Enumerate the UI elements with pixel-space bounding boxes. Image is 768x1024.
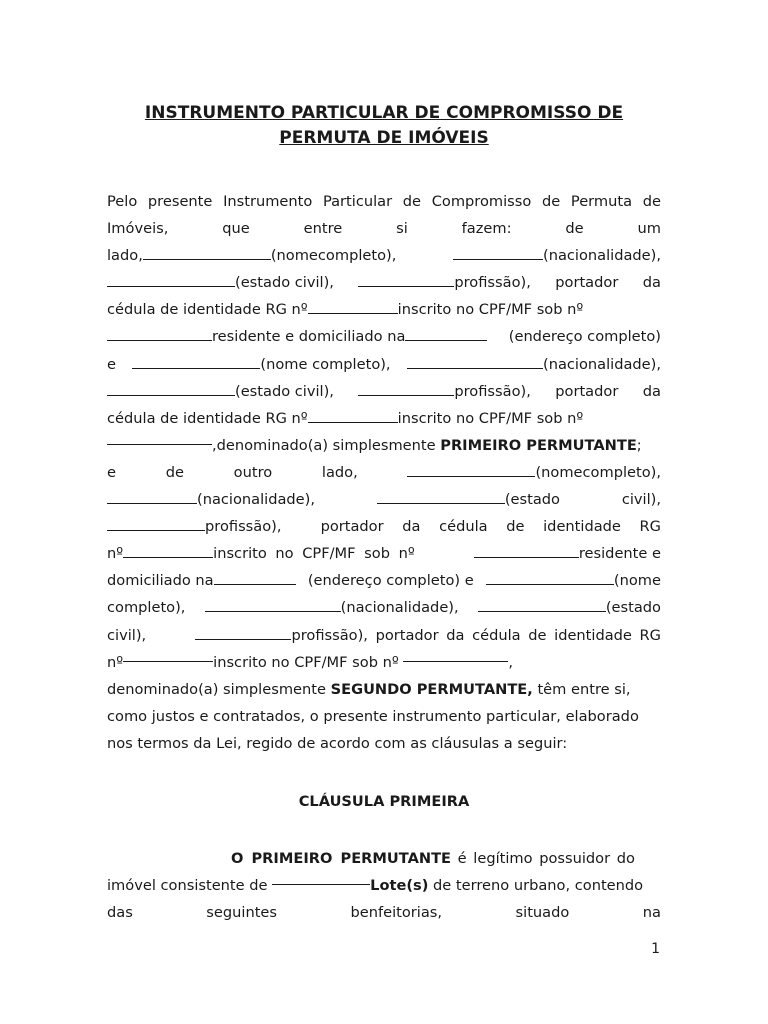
phrase: [377, 486, 560, 513]
word: inscrito no CPF/MF sob nº: [397, 301, 584, 319]
fill-blank: [107, 491, 197, 504]
lote-label: Lote(s): [370, 877, 429, 895]
fill-blank: [272, 872, 370, 885]
word: de: [542, 193, 561, 210]
word: situado: [515, 904, 570, 922]
text-line: [107, 703, 661, 730]
word: da: [642, 274, 661, 292]
word: Pelo: [107, 193, 138, 210]
phrase: [107, 567, 296, 594]
phrase: [474, 540, 661, 567]
word: (nacionalidade),: [340, 599, 459, 617]
intro-paragraph: [107, 188, 661, 757]
phrase: [132, 351, 390, 378]
word: nº: [107, 653, 124, 671]
word: da: [642, 382, 661, 400]
word: lado,: [107, 247, 143, 265]
word: portador: [555, 274, 619, 292]
phrase: [107, 486, 315, 513]
word: ,denominado(a) simplesmente: [212, 436, 441, 454]
text-line: [107, 622, 661, 649]
party-primeiro: PRIMEIRO PERMUTANTE: [440, 436, 637, 454]
word: como justos e contratados, o presente instrumento particular, elaborado: [107, 707, 639, 725]
text-line: [107, 269, 661, 296]
phrase: [453, 242, 661, 269]
party-primeiro: O PRIMEIRO PERMUTANTE: [231, 850, 452, 867]
text-line: [107, 872, 661, 899]
phrase: [107, 242, 396, 269]
word: (nacionalidade),: [543, 355, 661, 373]
fill-blank: [308, 301, 398, 314]
text-line: [107, 594, 661, 621]
word: entre: [303, 220, 343, 238]
fill-blank: [107, 432, 212, 445]
word: de terreno urbano, contendo: [428, 877, 644, 895]
fill-blank: [107, 328, 212, 341]
fill-blank: [407, 356, 543, 369]
clause-heading: CLÁUSULA PRIMEIRA: [298, 793, 470, 810]
word: Imóveis,: [107, 220, 169, 238]
word: residente e domiciliado na: [212, 328, 406, 346]
word: Permuta: [570, 193, 633, 210]
word: (nacionalidade),: [543, 247, 661, 265]
word: inscrito no CPF/MF sob nº: [397, 409, 584, 427]
phrase: [205, 594, 459, 621]
word: portador: [555, 382, 619, 400]
word: um: [637, 220, 661, 238]
document-title: [107, 101, 661, 151]
word: Particular: [322, 193, 393, 210]
text-line: [107, 567, 661, 594]
fill-blank: [205, 599, 341, 612]
text-line: [107, 215, 661, 242]
phrase: [358, 269, 530, 296]
word: completo),: [107, 599, 186, 617]
fill-blank: [358, 383, 454, 396]
fill-blank: [358, 274, 454, 287]
word: cédula de identidade RG nº: [107, 409, 308, 427]
text-line: [107, 513, 661, 540]
word: Instrumento: [223, 193, 313, 210]
text-line: [107, 323, 661, 350]
fill-blank: [123, 545, 213, 558]
word: (nome completo),: [260, 355, 391, 373]
text-line: [107, 432, 661, 459]
fill-blank: [474, 545, 579, 558]
party-segundo: SEGUNDO PERMUTANTE,: [330, 680, 533, 698]
word: (nomecompleto),: [270, 247, 397, 265]
word: residente e: [578, 545, 661, 563]
word: presente: [147, 193, 213, 210]
phrase: [195, 622, 661, 649]
word: portador da cédula de identidade RG: [320, 518, 661, 536]
fill-blank: [107, 383, 235, 396]
word: (estado civil),: [235, 274, 334, 292]
word: de: [642, 193, 661, 210]
text-line: [107, 845, 661, 872]
word: que: [222, 220, 250, 238]
word: inscrito no CPF/MF sob nº: [213, 545, 415, 563]
word: (nomecompleto),: [535, 463, 661, 481]
fill-blank: [308, 410, 398, 423]
word: (nome: [613, 572, 661, 590]
word: profissão), portador da cédula de identidade RG: [291, 626, 661, 644]
page-number: 1: [651, 941, 660, 957]
word: domiciliado na: [107, 572, 214, 590]
phrase: [107, 513, 281, 540]
word: civil),: [621, 491, 661, 509]
word: inscrito no CPF/MF sob nº: [213, 653, 399, 671]
fill-blank: [214, 572, 296, 585]
phrase: [107, 323, 487, 350]
text-line: [107, 405, 661, 432]
fill-blank: [123, 649, 213, 662]
phrase: [107, 269, 334, 296]
word: lado,: [321, 463, 358, 481]
title-line-2: PERMUTA DE IMÓVEIS: [279, 128, 489, 148]
word: ;: [636, 436, 642, 454]
fill-blank: [405, 328, 487, 341]
word: e: [107, 463, 116, 481]
word: outro: [233, 463, 273, 481]
text-line: [107, 188, 661, 215]
word: de: [165, 463, 184, 481]
word: de: [565, 220, 584, 238]
fill-blank: [143, 247, 271, 260]
word: das: [107, 904, 133, 922]
text-line: [107, 899, 661, 926]
clause-paragraph: [107, 845, 661, 926]
fill-blank: [403, 649, 508, 662]
word: (nacionalidade),: [197, 491, 315, 509]
word: (estado: [605, 599, 661, 617]
text-line: [107, 296, 661, 323]
fill-blank: [486, 572, 614, 585]
word: (endereço completo): [508, 328, 661, 346]
word: profissão),: [205, 518, 282, 536]
word: nº: [107, 545, 124, 563]
fill-blank: [195, 627, 291, 640]
word: fazem:: [461, 220, 512, 238]
phrase: [407, 459, 661, 486]
phrase: [478, 594, 661, 621]
text-line: [107, 649, 661, 676]
text-line: [107, 378, 661, 405]
fill-blank: [377, 491, 505, 504]
phrase: [486, 567, 661, 594]
word: si: [396, 220, 408, 238]
word: profissão),: [454, 274, 531, 292]
phrase: [107, 405, 583, 432]
word: (endereço completo) e: [307, 572, 474, 590]
text-line: [107, 540, 661, 567]
word: e: [107, 355, 116, 373]
text-line: [107, 351, 661, 378]
word: na: [642, 904, 661, 922]
fill-blank: [107, 274, 235, 287]
word: ,: [508, 653, 514, 671]
word: seguintes: [206, 904, 277, 922]
word: (estado civil),: [235, 382, 334, 400]
word: Compromisso: [431, 193, 532, 210]
phrase: [107, 540, 415, 567]
word: nos termos da Lei, regido de acordo com as cláusulas a seguir:: [107, 734, 568, 752]
word: (estado: [504, 491, 560, 509]
text-line: [107, 730, 661, 757]
phrase: [107, 378, 334, 405]
text-line: [107, 486, 661, 513]
text-line: [107, 242, 661, 269]
phrase: [107, 296, 583, 323]
word: de: [402, 193, 422, 210]
text-line: [107, 676, 661, 703]
fill-blank: [478, 599, 606, 612]
fill-blank: [407, 464, 535, 477]
title-line-1: INSTRUMENTO PARTICULAR DE COMPROMISSO DE: [144, 103, 624, 123]
word: profissão),: [454, 382, 531, 400]
fill-blank: [107, 518, 205, 531]
word: benfeitorias,: [350, 904, 443, 922]
text-line: [107, 459, 661, 486]
word: é legítimo possuidor do: [451, 850, 635, 867]
fill-blank: [453, 247, 543, 260]
fill-blank: [132, 356, 260, 369]
word: civil),: [107, 626, 147, 644]
word: denominado(a) simplesmente: [107, 680, 331, 698]
phrase: [358, 378, 530, 405]
phrase: [407, 351, 661, 378]
word: têm entre si,: [532, 680, 631, 698]
word: cédula de identidade RG nº: [107, 301, 308, 319]
word: imóvel consistente de: [107, 877, 273, 895]
